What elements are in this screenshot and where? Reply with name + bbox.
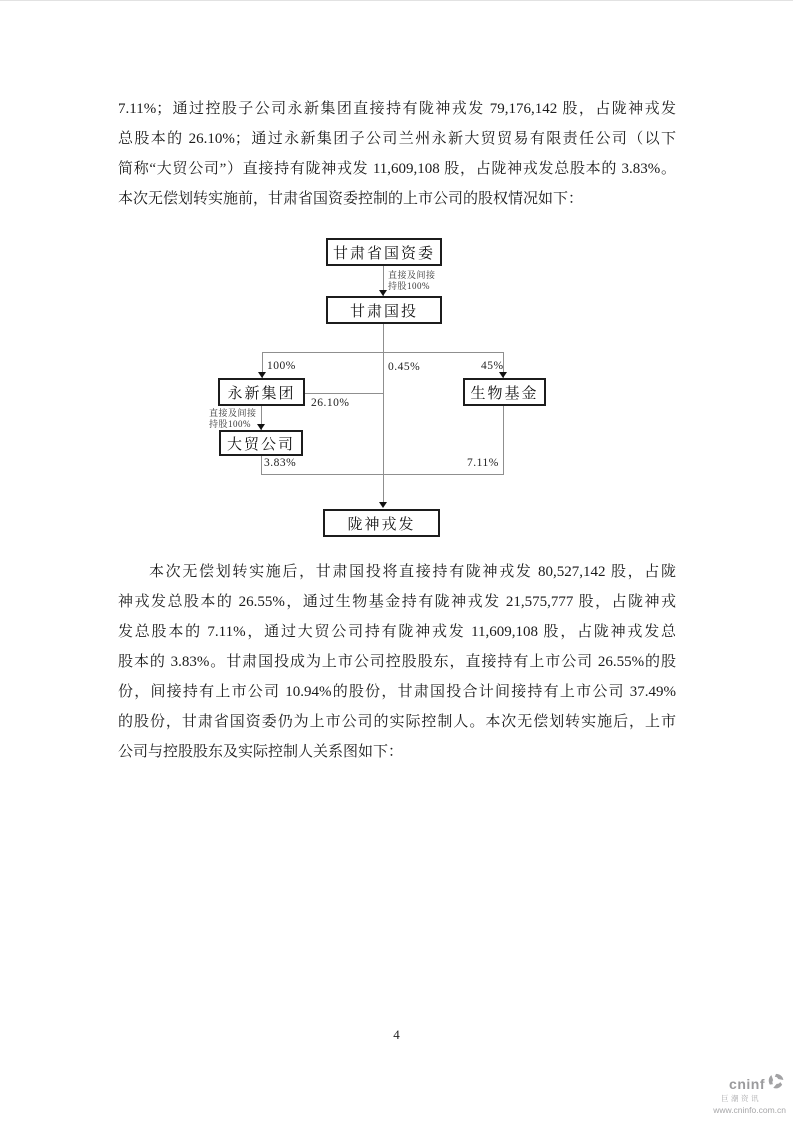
edge-label-line: 持股100%: [209, 418, 251, 429]
text-line: 7.11%；通过控股子公司永新集团直接持有陇神戎发 79,176,142 股，占陇神戎发: [118, 101, 676, 117]
page-number: 4: [393, 1027, 400, 1042]
edge-label-45pct: 45%: [481, 360, 504, 372]
org-node-longshen-rongfa: 陇神戎发: [323, 509, 440, 537]
edge-label-26-10pct: 26.10%: [311, 397, 350, 409]
connector-line: [261, 456, 262, 474]
arrow-down-icon: [379, 290, 387, 296]
connector-line: [503, 406, 504, 474]
cninfo-logo: [688, 1074, 788, 1114]
text-line: 公司与控股股东及实际控制人关系图如下：: [118, 744, 404, 760]
edge-label-3-83pct: 3.83%: [264, 457, 297, 469]
org-node-damao-company: 大贸公司: [219, 430, 303, 456]
arrow-down-icon: [257, 424, 265, 430]
text-line: 股本的 3.83%。甘肃国投成为上市公司控股股东，直接持有上市公司 26.55%的股: [118, 654, 676, 670]
cninfo-url: www.cninfo.com.cn: [713, 1104, 786, 1115]
text-line: 发总股本的 7.11%，通过大贸公司持有陇神戎发 11,609,108 股，占陇神戎发总: [118, 624, 676, 640]
edge-label-direct-indirect-100: [209, 408, 257, 429]
connector-line: [262, 352, 504, 353]
cninfo-swirl-icon: [766, 1072, 786, 1094]
edge-label-7-11pct: 7.11%: [467, 457, 499, 469]
text-line: 份，间接持有上市公司 10.94%的股份，甘肃国投合计间接持有上市公司 37.49%: [118, 684, 676, 700]
text-line: 神戎发总股本的 26.55%，通过生物基金持有陇神戎发 21,575,777 股，占陇神戎: [118, 594, 676, 610]
text-line: 本次无偿划转实施后，甘肃国投将直接持有陇神戎发 80,527,142 股，占陇: [149, 564, 676, 580]
arrow-down-icon: [258, 372, 266, 378]
connector-line: [383, 324, 384, 503]
edge-label-line: 直接及间接: [209, 408, 257, 418]
text-line: 的股份，甘肃省国资委仍为上市公司的实际控制人。本次无偿划转实施后，上市: [118, 714, 676, 730]
org-node-yongxin-group: 永新集团: [218, 378, 305, 406]
arrow-down-icon: [499, 372, 507, 378]
edge-label-0-45pct: 0.45%: [388, 361, 421, 373]
cninfo-brand-text: cninf: [729, 1076, 765, 1092]
edge-label-100pct: 100%: [267, 360, 296, 372]
cninfo-logo-row: [688, 1074, 788, 1094]
text-line: 本次无偿划转实施前，甘肃省国资委控制的上市公司的股权情况如下：: [118, 191, 584, 207]
edge-label-direct-indirect-100: [388, 270, 436, 291]
cninfo-chinese-name: 巨潮资讯: [721, 1094, 761, 1103]
text-line: 总股本的 26.10%；通过永新集团子公司兰州永新大贸贸易有限责任公司（以下: [118, 131, 676, 147]
text-line: 简称“大贸公司”）直接持有陇神戎发 11,609,108 股，占陇神戎发总股本的 3.83%。: [118, 161, 676, 177]
connector-line: [305, 393, 383, 394]
ownership-structure-chart: [190, 231, 570, 546]
edge-label-line: 持股100%: [388, 280, 430, 291]
edge-label-line: 直接及间接: [388, 270, 436, 280]
connector-line: [261, 474, 504, 475]
org-node-provincial-sasac: 甘肃省国资委: [326, 238, 442, 266]
paragraph-before-transfer: [118, 94, 676, 214]
org-node-gansu-guotou: 甘肃国投: [326, 296, 442, 324]
paragraph-after-transfer: [118, 557, 676, 767]
org-node-bio-fund: 生物基金: [463, 378, 546, 406]
arrow-down-icon: [379, 502, 387, 508]
